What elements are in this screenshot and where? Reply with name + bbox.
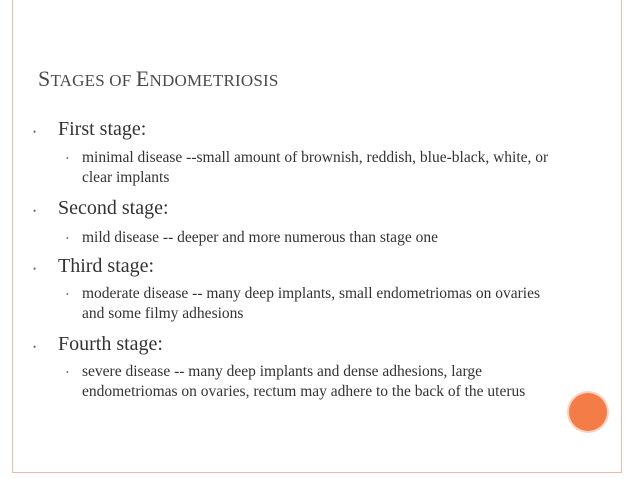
- sub-bullet-icon: •: [66, 368, 69, 377]
- stage-4-description: severe disease -- many deep implants and dense adhesions, large endometriomas on ovaries, rectum may adhere to the back of the uterus: [82, 363, 526, 400]
- stage-4-heading: Fourth stage:: [58, 333, 163, 355]
- title-initial-s: S: [38, 66, 51, 91]
- title-part-1: TAGES OF: [50, 71, 136, 90]
- stage-3-description: moderate disease -- many deep implants, small endometriomas on ovaries and some filmy adhesions: [82, 285, 540, 322]
- stage-1-description: minimal disease --small amount of brownish, reddish, blue-black, white, or clear implants: [82, 149, 549, 186]
- bullet-icon: •: [33, 206, 37, 216]
- bullet-icon: •: [33, 342, 37, 352]
- stage-1-heading: First stage:: [58, 118, 147, 140]
- stage-2-description: mild disease -- deeper and more numerous than stage one: [82, 229, 438, 246]
- title-initial-e: E: [135, 66, 150, 91]
- accent-circle: [569, 393, 607, 431]
- sub-bullet-icon: •: [66, 234, 69, 243]
- bullet-icon: •: [33, 264, 37, 274]
- stage-3-heading: Third stage:: [58, 255, 155, 277]
- bullet-icon: •: [33, 127, 37, 137]
- slide-title: [38, 66, 279, 92]
- sub-bullet-icon: •: [66, 290, 69, 299]
- sub-bullet-icon: •: [66, 154, 69, 163]
- title-part-2: NDOMETRIOSIS: [149, 71, 279, 90]
- stage-2-heading: Second stage:: [58, 197, 169, 219]
